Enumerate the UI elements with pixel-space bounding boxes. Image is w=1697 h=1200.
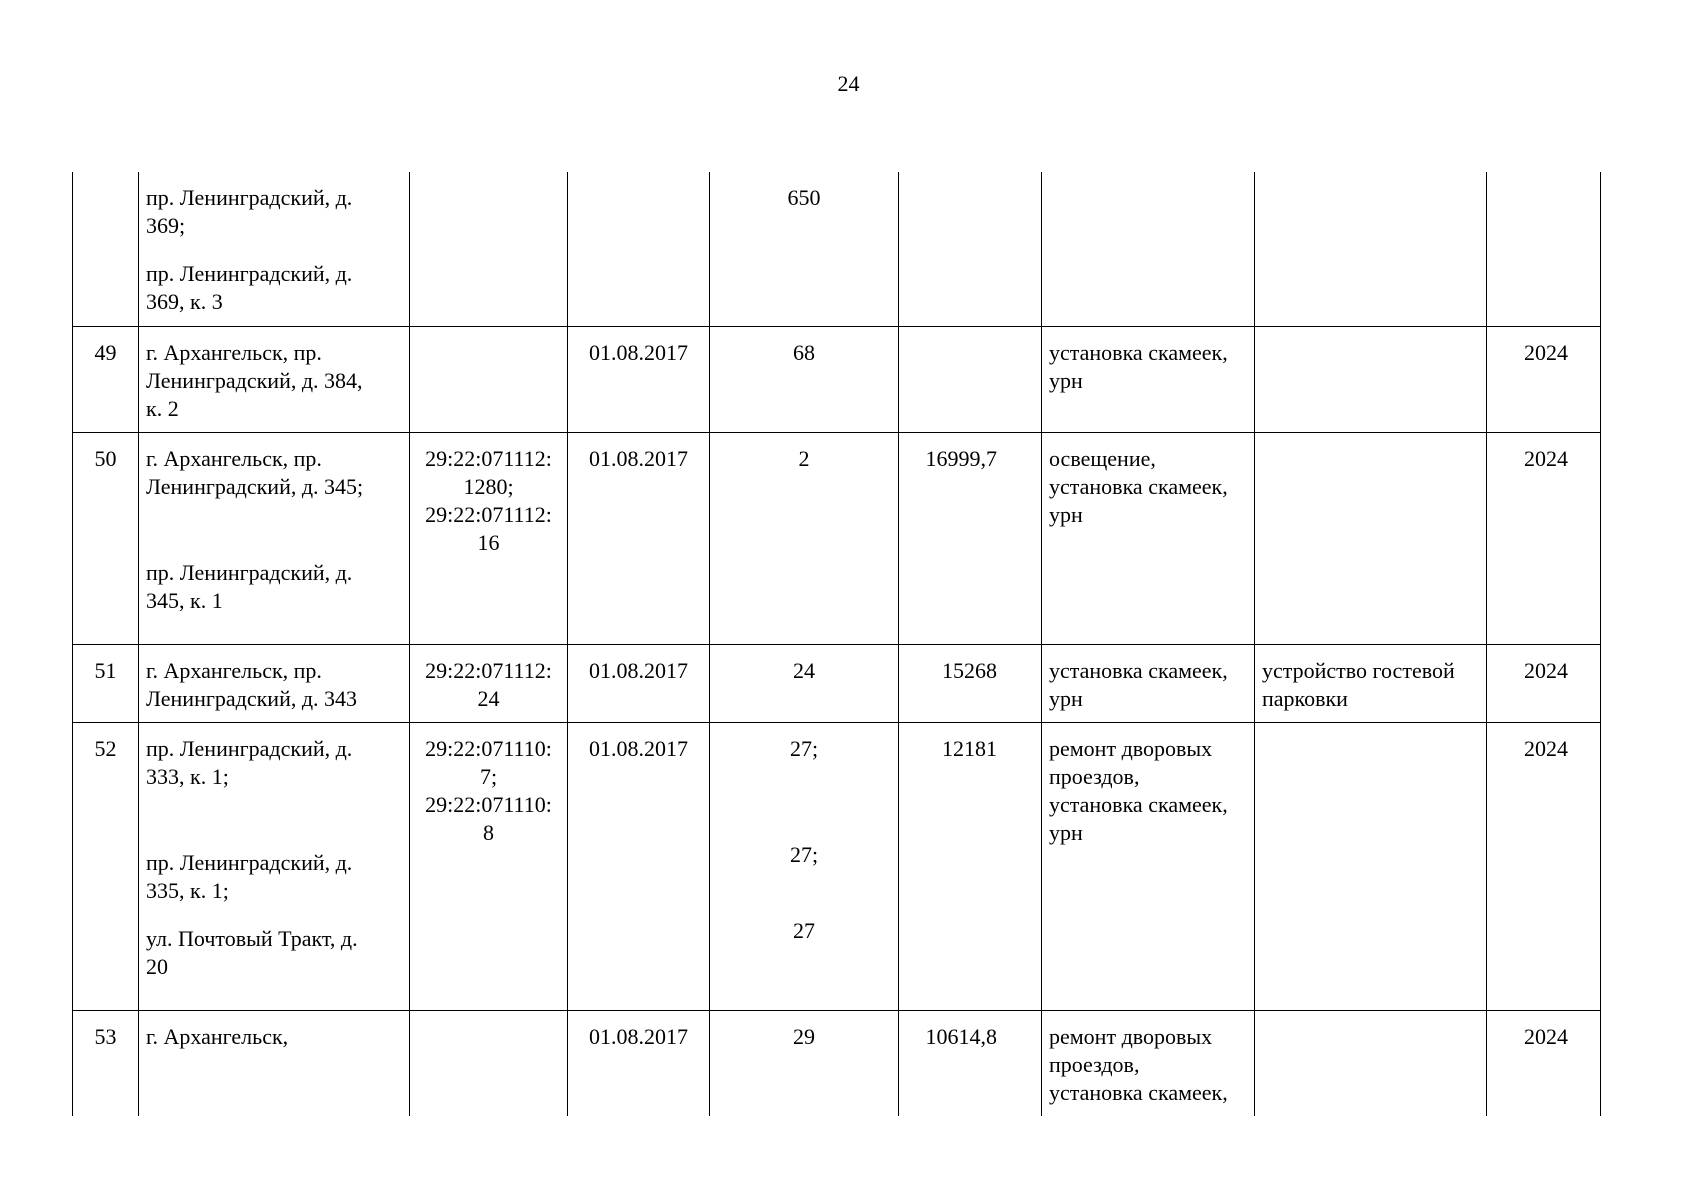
cadastral-line: 16 [477, 529, 500, 555]
area-cell: 15268 [899, 644, 1042, 722]
works-line: ремонт дворовых [1049, 1023, 1213, 1049]
address-line: к. 2 [146, 395, 179, 421]
table-row [73, 644, 1601, 722]
table-row [73, 172, 1601, 326]
residents-value: 2 [798, 445, 810, 471]
area-cell [899, 326, 1042, 432]
address-line: 20 [146, 953, 168, 979]
minimum-works-cell [1042, 1010, 1255, 1116]
works-line: освещение, [1049, 445, 1156, 471]
address-cell [139, 1010, 410, 1116]
extra-works-cell [1255, 1010, 1487, 1116]
date-cell [568, 172, 710, 326]
cadastral-cell [410, 644, 568, 722]
cadastral-cell [410, 722, 568, 1010]
address-cell [139, 432, 410, 644]
residents-cell [710, 326, 899, 432]
works-line: установка скамеек, [1049, 657, 1228, 683]
works-line: проездов, [1049, 1051, 1140, 1077]
row-number-cell: 53 [73, 1010, 139, 1116]
date-cell: 01.08.2017 [568, 432, 710, 644]
extra-works-cell [1255, 326, 1487, 432]
address-cell [139, 722, 410, 1010]
address-line: Ленинградский, д. 343 [146, 685, 358, 711]
extra-works-cell [1255, 722, 1487, 1010]
address-line: Ленинградский, д. 345; [146, 473, 364, 499]
residents-value: 27; [789, 841, 819, 867]
address-cell [139, 172, 410, 326]
address-line: пр. Ленинградский, д. [146, 185, 353, 210]
registry-table [72, 172, 1601, 1116]
works-line: установка скамеек, [1049, 791, 1228, 817]
residents-cell [710, 644, 899, 722]
cadastral-cell [410, 172, 568, 326]
address-cell [139, 644, 410, 722]
cadastral-line: 8 [483, 819, 494, 845]
works-line: ремонт дворовых [1049, 735, 1213, 761]
row-number-cell: 50 [73, 432, 139, 644]
year-cell: 2024 [1487, 644, 1601, 722]
minimum-works-cell [1042, 644, 1255, 722]
works-line: установка скамеек, [1049, 339, 1228, 365]
residents-cell [710, 172, 899, 326]
address-line: пр. Ленинградский, д. [146, 559, 353, 585]
date-cell: 01.08.2017 [568, 326, 710, 432]
address-line: пр. Ленинградский, д. [146, 849, 353, 875]
address-line: пр. Ленинградский, д. [146, 261, 353, 286]
cadastral-cell [410, 432, 568, 644]
residents-value: 27 [793, 917, 815, 943]
date-cell: 01.08.2017 [568, 722, 710, 1010]
address-line: ул. Почтовый Тракт, д. [146, 925, 358, 951]
residents-value: 29 [793, 1023, 815, 1049]
residents-value: 27; [789, 735, 819, 761]
works-line: устройство гостевой [1262, 657, 1455, 683]
area-cell: 16999,7 [899, 432, 1042, 644]
cadastral-line: 29:22:071110: [425, 735, 552, 761]
minimum-works-cell [1042, 432, 1255, 644]
address-cell [139, 326, 410, 432]
address-line: 333, к. 1; [146, 763, 229, 789]
row-number-cell: 49 [73, 326, 139, 432]
table-row [73, 326, 1601, 432]
extra-works-cell [1255, 172, 1487, 326]
cadastral-line: 7; [479, 763, 498, 789]
address-line: г. Архангельск, пр. [146, 657, 322, 683]
residents-value: 24 [793, 657, 815, 683]
address-line: г. Архангельск, [146, 1023, 289, 1049]
address-line: г. Архангельск, пр. [146, 339, 322, 365]
works-line: проездов, [1049, 763, 1140, 789]
extra-works-cell [1255, 432, 1487, 644]
residents-cell [710, 432, 899, 644]
table-row [73, 432, 1601, 644]
residents-value: 68 [793, 339, 815, 365]
minimum-works-cell [1042, 172, 1255, 326]
area-cell [899, 172, 1042, 326]
works-line: урн [1049, 367, 1083, 393]
residents-cell [710, 1010, 899, 1116]
cadastral-cell [410, 326, 568, 432]
cadastral-line: 29:22:071112: [425, 501, 552, 527]
year-cell [1487, 172, 1601, 326]
works-line: урн [1049, 501, 1083, 527]
cadastral-cell [410, 1010, 568, 1116]
extra-works-cell [1255, 644, 1487, 722]
works-line: установка скамеек, [1049, 1079, 1228, 1105]
address-line: пр. Ленинградский, д. [146, 735, 353, 761]
year-cell: 2024 [1487, 432, 1601, 644]
cadastral-line: 29:22:071112: [425, 445, 552, 471]
row-number-cell [73, 172, 139, 326]
area-cell: 12181 [899, 722, 1042, 1010]
address-line: 345, к. 1 [146, 587, 223, 613]
cadastral-line: 24 [477, 685, 500, 711]
residents-cell [710, 722, 899, 1010]
works-line: урн [1049, 685, 1083, 711]
address-line: 335, к. 1; [146, 877, 229, 903]
minimum-works-cell [1042, 326, 1255, 432]
area-cell: 10614,8 [899, 1010, 1042, 1116]
address-line: Ленинградский, д. 384, [146, 367, 363, 393]
works-line: установка скамеек, [1049, 473, 1228, 499]
row-number-cell: 51 [73, 644, 139, 722]
cadastral-line: 29:22:071112: [425, 657, 552, 683]
works-line: урн [1049, 819, 1083, 845]
works-line: парковки [1262, 685, 1348, 711]
residents-value: 650 [787, 185, 821, 210]
table-row [73, 722, 1601, 1010]
cadastral-line: 29:22:071110: [425, 791, 552, 817]
page-number: 24 [837, 71, 860, 96]
date-cell: 01.08.2017 [568, 644, 710, 722]
row-number-cell: 52 [73, 722, 139, 1010]
table-row [73, 1010, 1601, 1116]
year-cell: 2024 [1487, 326, 1601, 432]
year-cell: 2024 [1487, 722, 1601, 1010]
year-cell: 2024 [1487, 1010, 1601, 1116]
address-line: 369; [146, 213, 186, 238]
cadastral-line: 1280; [463, 473, 514, 499]
date-cell: 01.08.2017 [568, 1010, 710, 1116]
minimum-works-cell [1042, 722, 1255, 1010]
address-line: г. Архангельск, пр. [146, 445, 322, 471]
address-line: 369, к. 3 [146, 289, 223, 314]
